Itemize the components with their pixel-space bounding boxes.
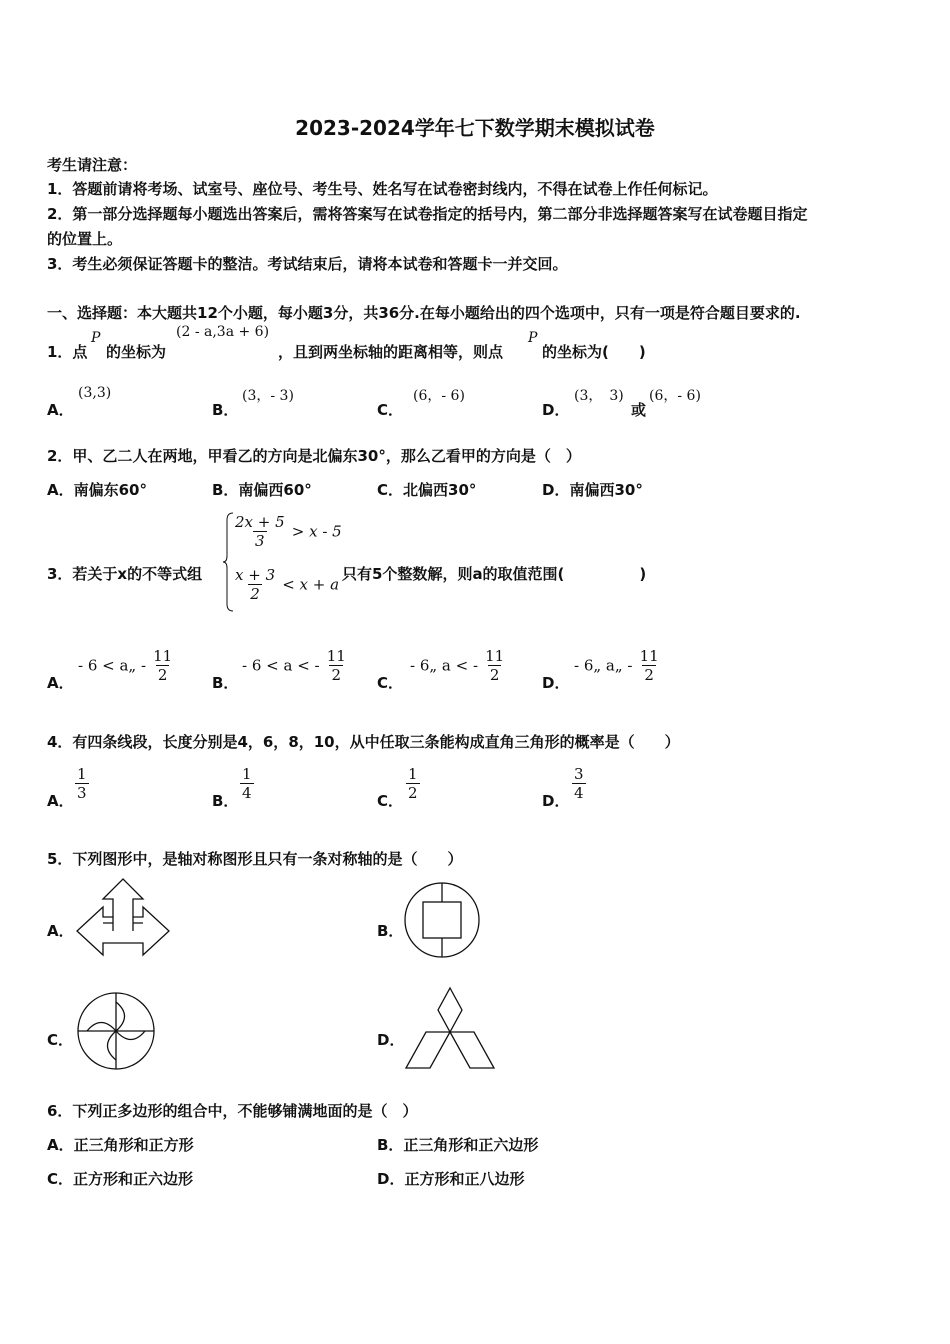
q4-a-denominator: 3	[77, 784, 87, 802]
q1-stem-part2: 的坐标为	[106, 343, 167, 361]
q2-option-d: D．南偏西30°	[542, 481, 643, 499]
q1-option-a-value: (3,3)	[78, 385, 112, 401]
q4-option-d-label: D．	[542, 792, 570, 810]
q1-stem-part4: 的坐标为( )	[542, 343, 646, 361]
q3-ineq1-rest: > x - 5	[291, 522, 342, 541]
q3-ineq1-numerator: 2x + 5	[235, 513, 285, 531]
q4-d-numerator: 3	[574, 765, 584, 783]
q1-option-d-value1: (3， 3)	[574, 388, 624, 404]
q4-option-a-fraction	[75, 765, 89, 802]
q5-figure-d-diamonds	[404, 986, 496, 1072]
q1-option-c-label: C．	[377, 401, 404, 419]
q3-option-d-expr	[574, 647, 661, 684]
q3-option-c-label: C．	[377, 674, 404, 692]
q1-stem-part3: ，且到两坐标轴的距离相等，则点	[278, 343, 504, 361]
notice-item-2-cont: 的位置上。	[47, 230, 123, 248]
q3-option-c-left: - 6„ a < -	[410, 656, 479, 675]
q1-stem-part1: 1．点	[47, 343, 88, 361]
q1-option-d-value2: (6，- 6)	[649, 388, 701, 404]
q6-option-c: C．正方形和正六边形	[47, 1170, 194, 1188]
q1-option-c-value: (6，- 6)	[413, 388, 465, 404]
q1-option-a-label: A．	[47, 401, 74, 419]
notice-item-1: 1．答题前请将考场、试室号、座位号、考生号、姓名写在试卷密封线内，不得在试卷上作任何标记。	[47, 180, 718, 198]
q3-option-a-label: A．	[47, 674, 74, 692]
q4-b-denominator: 4	[242, 784, 252, 802]
page-title: 2023-2024学年七下数学期末模拟试卷	[295, 116, 655, 140]
q3-option-c-numerator: 11	[485, 647, 505, 665]
q3-option-c-denominator: 2	[489, 666, 500, 684]
q1-coordinate: (2 - a,3a + 6)	[176, 324, 270, 340]
notice-item-3: 3．考生必须保证答题卡的整洁。考试结束后，请将本试卷和答题卡一并交回。	[47, 255, 568, 273]
q4-a-numerator: 1	[77, 765, 87, 783]
q1-option-b-value: (3，- 3)	[242, 388, 294, 404]
q3-ineq2-numerator: x + 3	[235, 566, 276, 584]
q3-option-d-label: D．	[542, 674, 570, 692]
q5-figure-c-pinwheel	[75, 990, 157, 1072]
q5-option-a-label: A．	[47, 922, 74, 940]
q5-option-b-label: B．	[377, 922, 404, 940]
q3-option-a-numerator: 11	[153, 647, 173, 665]
q3-ineq1-denominator: 3	[255, 532, 265, 550]
q5-stem: 5．下列图形中，是轴对称图形且只有一条对称轴的是（ ）	[47, 850, 463, 868]
notice-item-2: 2．第一部分选择题每小题选出答案后，需将答案写在试卷指定的括号内，第二部分非选择题答案写在试卷题目指定	[47, 205, 808, 223]
q2-option-c: C．北偏西30°	[377, 481, 477, 499]
q4-d-denominator: 4	[574, 784, 584, 802]
q6-option-b: B．正三角形和正六边形	[377, 1136, 539, 1154]
q4-option-c-fraction	[406, 765, 420, 802]
q4-option-d-fraction	[572, 765, 586, 802]
q3-option-b-numerator: 11	[326, 647, 346, 665]
q2-option-b: B．南偏西60°	[212, 481, 312, 499]
q3-inequality-1	[233, 513, 342, 550]
q4-c-numerator: 1	[408, 765, 418, 783]
q4-b-numerator: 1	[242, 765, 252, 783]
q3-option-a-denominator: 2	[157, 666, 168, 684]
q1-option-d-or: 或	[631, 401, 647, 419]
q4-c-denominator: 2	[408, 784, 418, 802]
q4-option-a-label: A．	[47, 792, 74, 810]
q3-ineq2-fraction	[233, 566, 277, 603]
q2-stem: 2．甲、乙二人在两地，甲看乙的方向是北偏东30°，那么乙看甲的方向是（ ）	[47, 447, 581, 465]
q4-option-c-label: C．	[377, 792, 404, 810]
q3-option-d-left: - 6„ a„ -	[574, 656, 633, 675]
q1-point-p-2: P	[528, 330, 538, 346]
q3-ineq2-rest: < x + a	[282, 575, 340, 594]
q3-ineq2-denominator: 2	[250, 585, 260, 603]
q3-inequality-2	[233, 566, 339, 603]
q3-option-d-denominator: 2	[644, 666, 654, 684]
q3-option-c-expr	[410, 647, 506, 684]
q3-ineq1-fraction	[233, 513, 287, 550]
q1-point-p: P	[91, 330, 101, 346]
q4-option-b-fraction	[240, 765, 254, 802]
q5-figure-a-arrows	[73, 877, 173, 961]
q1-option-b-label: B．	[212, 401, 239, 419]
q4-option-b-label: B．	[212, 792, 239, 810]
q5-option-d-label: D．	[377, 1031, 405, 1049]
notice-heading: 考生请注意：	[47, 156, 138, 174]
section-heading: 一、选择题：本大题共12个小题，每小题3分，共36分.在每小题给出的四个选项中，只有一项是符合题目要求的.	[47, 304, 801, 322]
q6-option-a: A．正三角形和正方形	[47, 1136, 194, 1154]
q5-option-c-label: C．	[47, 1031, 74, 1049]
q1-option-d-label: D．	[542, 401, 570, 419]
q3-option-a-left: - 6 < a„ -	[78, 656, 147, 675]
q3-stem-part2: 只有5个整数解，则a的取值范围( )	[342, 565, 647, 583]
q3-option-b-expr	[242, 647, 348, 684]
q3-option-a-expr	[78, 647, 174, 684]
q2-option-a: A．南偏东60°	[47, 481, 147, 499]
q5-figure-b-circle-square	[402, 880, 482, 960]
q3-stem-part1: 3．若关于x的不等式组	[47, 565, 203, 583]
q3-option-d-numerator: 11	[639, 647, 659, 665]
q3-option-b-denominator: 2	[331, 666, 342, 684]
q3-option-b-label: B．	[212, 674, 239, 692]
q6-option-d: D．正方形和正八边形	[377, 1170, 525, 1188]
q3-option-b-left: - 6 < a < -	[242, 656, 320, 675]
q4-stem: 4．有四条线段，长度分别是4，6，8，10，从中任取三条能构成直角三角形的概率是（ ）	[47, 733, 680, 751]
q6-stem: 6．下列正多边形的组合中，不能够铺满地面的是（ ）	[47, 1102, 418, 1120]
